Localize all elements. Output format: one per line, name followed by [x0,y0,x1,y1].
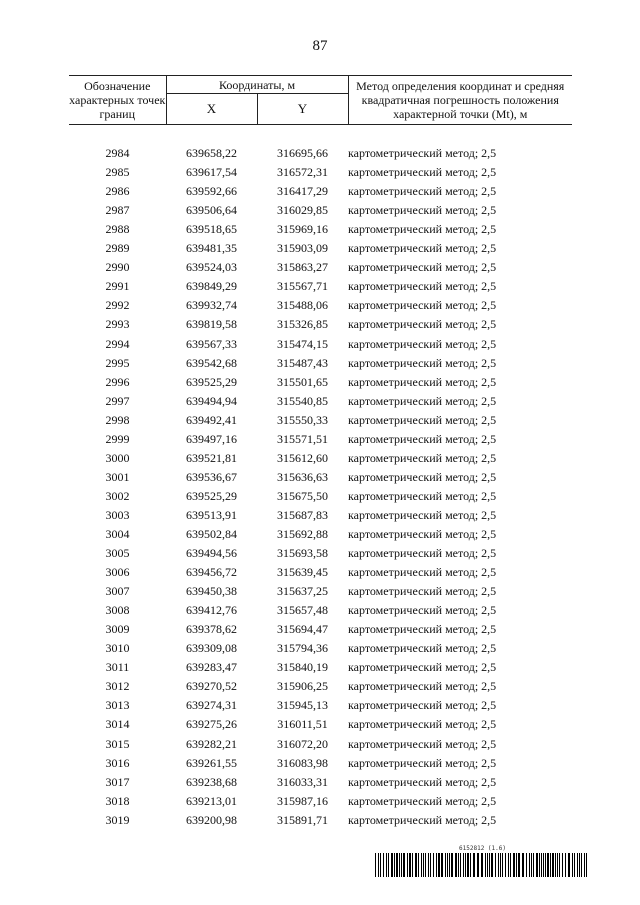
y-coordinate-cell: 315903,09 [277,241,328,256]
x-coordinate-cell: 639542,68 [186,355,237,370]
x-coordinate-cell: 639261,55 [186,755,237,770]
y-coordinate-cell: 315694,47 [277,622,328,637]
x-coordinate-cell: 639592,66 [186,184,237,199]
point-id-cell: 3001 [105,469,130,484]
x-coordinate-cell: 639238,68 [186,774,237,789]
y-coordinate-cell: 316417,29 [277,184,328,199]
x-coordinate-cell: 639502,84 [186,527,237,541]
x-coordinate-cell: 639525,29 [186,374,237,389]
table-row [69,163,572,182]
table-row [69,296,572,315]
point-id-cell: 2985 [105,165,130,180]
table-row [69,277,572,296]
header-x: X [166,94,257,125]
y-coordinate-cell: 315906,25 [277,679,328,694]
point-id-cell: 3018 [105,793,130,808]
table-body [69,125,572,830]
y-coordinate-cell: 316033,31 [277,774,328,789]
method-cell: картометрический метод; 2,5 [348,165,497,180]
point-id-cell: 3000 [105,450,130,465]
y-coordinate-cell: 316011,51 [277,717,328,732]
table-row [69,315,572,334]
header-coordinates: Координаты, м [166,76,348,94]
x-coordinate-cell: 639932,74 [186,298,237,313]
point-id-cell: 3004 [105,527,130,541]
point-id-cell: 2998 [105,412,130,427]
x-coordinate-cell: 639521,81 [186,450,237,465]
y-coordinate-cell: 316072,20 [277,736,328,751]
y-coordinate-cell: 315637,25 [277,584,328,599]
y-coordinate-cell: 315488,06 [277,298,328,313]
point-id-cell: 3011 [105,660,130,675]
document-stamp [375,845,590,877]
x-coordinate-cell: 639536,67 [186,469,237,484]
table-row [69,563,572,582]
point-id-cell: 3008 [105,603,130,618]
y-coordinate-cell: 315612,60 [277,450,328,465]
table-row [69,696,572,715]
point-id-cell: 3016 [105,755,130,770]
point-id-cell: 2993 [105,317,130,332]
y-coordinate-cell: 315891,71 [277,812,328,827]
y-coordinate-cell: 315567,71 [277,279,328,294]
x-coordinate-cell: 639275,26 [186,717,237,732]
y-coordinate-cell: 315571,51 [277,431,328,446]
point-id-cell: 2995 [105,355,130,370]
y-coordinate-cell: 315687,83 [277,507,328,522]
method-cell: картометрический метод; 2,5 [348,260,497,275]
method-cell: картометрический метод; 2,5 [348,565,497,580]
table-row [69,773,572,792]
x-coordinate-cell: 639200,98 [186,812,237,827]
y-coordinate-cell: 315675,50 [277,488,328,503]
x-coordinate-cell: 639518,65 [186,222,237,237]
y-coordinate-cell: 315487,43 [277,355,328,370]
method-cell: картометрический метод; 2,5 [348,241,497,256]
table-row [69,544,572,563]
table-row [69,449,572,468]
table-row [69,430,572,449]
y-coordinate-cell: 315657,48 [277,603,328,618]
x-coordinate-cell: 639494,56 [186,546,237,561]
point-id-cell: 3010 [105,641,130,656]
table-row [69,468,572,487]
table-row [69,639,572,658]
method-cell: картометрический метод; 2,5 [348,774,497,789]
method-cell: картометрический метод; 2,5 [348,469,497,484]
x-coordinate-cell: 639309,08 [186,641,237,656]
point-id-cell: 3017 [105,774,130,789]
point-id-cell: 2984 [105,146,130,161]
point-id-cell: 2990 [105,260,130,275]
point-id-cell: 3014 [105,717,130,732]
x-coordinate-cell: 639819,58 [186,317,237,332]
point-id-cell: 2987 [105,203,130,218]
barcode-image [375,853,590,877]
method-cell: картометрический метод; 2,5 [348,641,497,656]
table-row [69,220,572,239]
method-cell: картометрический метод; 2,5 [348,584,497,599]
page-number: 87 [312,38,328,54]
table-row [69,620,572,639]
x-coordinate-cell: 639378,62 [186,622,237,637]
point-id-cell: 3015 [105,736,130,751]
table-row [69,792,572,811]
x-coordinate-cell: 639270,52 [186,679,237,694]
x-coordinate-cell: 639282,21 [186,736,237,751]
point-id-cell: 2986 [105,184,130,199]
method-cell: картометрический метод; 2,5 [348,736,497,751]
table-row [69,411,572,430]
x-coordinate-cell: 639506,64 [186,203,237,218]
table-row [69,754,572,773]
x-coordinate-cell: 639412,76 [186,603,237,618]
method-cell: картометрический метод; 2,5 [348,507,497,522]
x-coordinate-cell: 639658,22 [186,146,237,161]
method-cell: картометрический метод; 2,5 [348,488,497,503]
x-coordinate-cell: 639492,41 [186,412,237,427]
method-cell: картометрический метод; 2,5 [348,450,497,465]
method-cell: картометрический метод; 2,5 [348,698,497,713]
table-row [69,506,572,525]
point-id-cell: 2996 [105,374,130,389]
point-id-cell: 3006 [105,565,130,580]
y-coordinate-cell: 315501,65 [277,374,328,389]
table-row [69,201,572,220]
y-coordinate-cell: 315540,85 [277,393,328,408]
method-cell: картометрический метод; 2,5 [348,355,497,370]
table-row [69,601,572,620]
table-row [69,735,572,754]
y-coordinate-cell: 315863,27 [277,260,328,275]
table-row [69,487,572,506]
x-coordinate-cell: 639525,29 [186,488,237,503]
y-coordinate-cell: 315794,36 [277,641,328,656]
method-cell: картометрический метод; 2,5 [348,203,497,218]
y-coordinate-cell: 315639,45 [277,565,328,580]
table-row [69,182,572,201]
y-coordinate-cell: 316572,31 [277,165,328,180]
header-method: Метод определения координат и средняя квадратичная погрешность положения характерной точки (Mt), м [348,76,572,125]
method-cell: картометрический метод; 2,5 [348,717,497,732]
table-row [69,658,572,677]
method-cell: картометрический метод; 2,5 [348,298,497,313]
point-id-cell: 3002 [105,488,130,503]
x-coordinate-cell: 639617,54 [186,165,237,180]
point-id-cell: 3013 [105,698,130,713]
x-coordinate-cell: 639513,91 [186,507,237,522]
table-row [69,144,572,163]
table-row [69,582,572,601]
point-id-cell: 2989 [105,241,130,256]
y-coordinate-cell: 315692,88 [277,527,328,541]
point-id-cell: 2997 [105,393,130,408]
table-row [69,715,572,734]
table-row [69,525,572,544]
table-row [69,354,572,373]
x-coordinate-cell: 639524,03 [186,260,237,275]
x-coordinate-cell: 639274,31 [186,698,237,713]
method-cell: картометрический метод; 2,5 [348,431,497,446]
y-coordinate-cell: 315474,15 [277,336,328,351]
method-cell: картометрический метод; 2,5 [348,679,497,694]
y-coordinate-cell: 315636,63 [277,469,328,484]
method-cell: картометрический метод; 2,5 [348,812,497,827]
table-row [69,392,572,411]
x-coordinate-cell: 639213,01 [186,793,237,808]
x-coordinate-cell: 639497,16 [186,431,237,446]
y-coordinate-cell: 315945,13 [277,698,328,713]
x-coordinate-cell: 639456,72 [186,565,237,580]
table-row [69,811,572,830]
y-coordinate-cell: 315550,33 [277,412,328,427]
method-cell: картометрический метод; 2,5 [348,146,497,161]
point-id-cell: 2992 [105,298,130,313]
point-id-cell: 3007 [105,584,130,599]
point-id-cell: 2994 [105,336,130,351]
table-row [69,239,572,258]
method-cell: картометрический метод; 2,5 [348,393,497,408]
method-cell: картометрический метод; 2,5 [348,412,497,427]
method-cell: картометрический метод; 2,5 [348,793,497,808]
header-point-designation: Обозначение характерных точек границ [69,76,166,125]
method-cell: картометрический метод; 2,5 [348,279,497,294]
point-id-cell: 2999 [105,431,130,446]
point-id-cell: 3012 [105,679,130,694]
method-cell: картометрический метод; 2,5 [348,317,497,332]
y-coordinate-cell: 315987,16 [277,793,328,808]
method-cell: картометрический метод; 2,5 [348,336,497,351]
point-id-cell: 2991 [105,279,130,294]
y-coordinate-cell: 315326,85 [277,317,328,332]
point-id-cell: 2988 [105,222,130,237]
table-row [69,258,572,277]
x-coordinate-cell: 639494,94 [186,393,237,408]
x-coordinate-cell: 639283,47 [186,660,237,675]
coordinates-table [69,75,572,830]
method-cell: картометрический метод; 2,5 [348,660,497,675]
header-y: Y [257,94,348,125]
point-id-cell: 3003 [105,507,130,522]
method-cell: картометрический метод; 2,5 [348,222,497,237]
method-cell: картометрический метод; 2,5 [348,527,497,541]
x-coordinate-cell: 639450,38 [186,584,237,599]
method-cell: картометрический метод; 2,5 [348,622,497,637]
method-cell: картометрический метод; 2,5 [348,755,497,770]
table-row [69,677,572,696]
stamp-code: 6152812 (1.6) [459,845,506,852]
y-coordinate-cell: 315693,58 [277,546,328,561]
table-row [69,335,572,354]
method-cell: картометрический метод; 2,5 [348,546,497,561]
method-cell: картометрический метод; 2,5 [348,374,497,389]
y-coordinate-cell: 316029,85 [277,203,328,218]
y-coordinate-cell: 316695,66 [277,146,328,161]
method-cell: картометрический метод; 2,5 [348,184,497,199]
point-id-cell: 3019 [105,812,130,827]
method-cell: картометрический метод; 2,5 [348,603,497,618]
y-coordinate-cell: 316083,98 [277,755,328,770]
y-coordinate-cell: 315840,19 [277,660,328,675]
point-id-cell: 3005 [105,546,130,561]
y-coordinate-cell: 315969,16 [277,222,328,237]
x-coordinate-cell: 639481,35 [186,241,237,256]
point-id-cell: 3009 [105,622,130,637]
x-coordinate-cell: 639849,29 [186,279,237,294]
x-coordinate-cell: 639567,33 [186,336,237,351]
table-row [69,373,572,392]
